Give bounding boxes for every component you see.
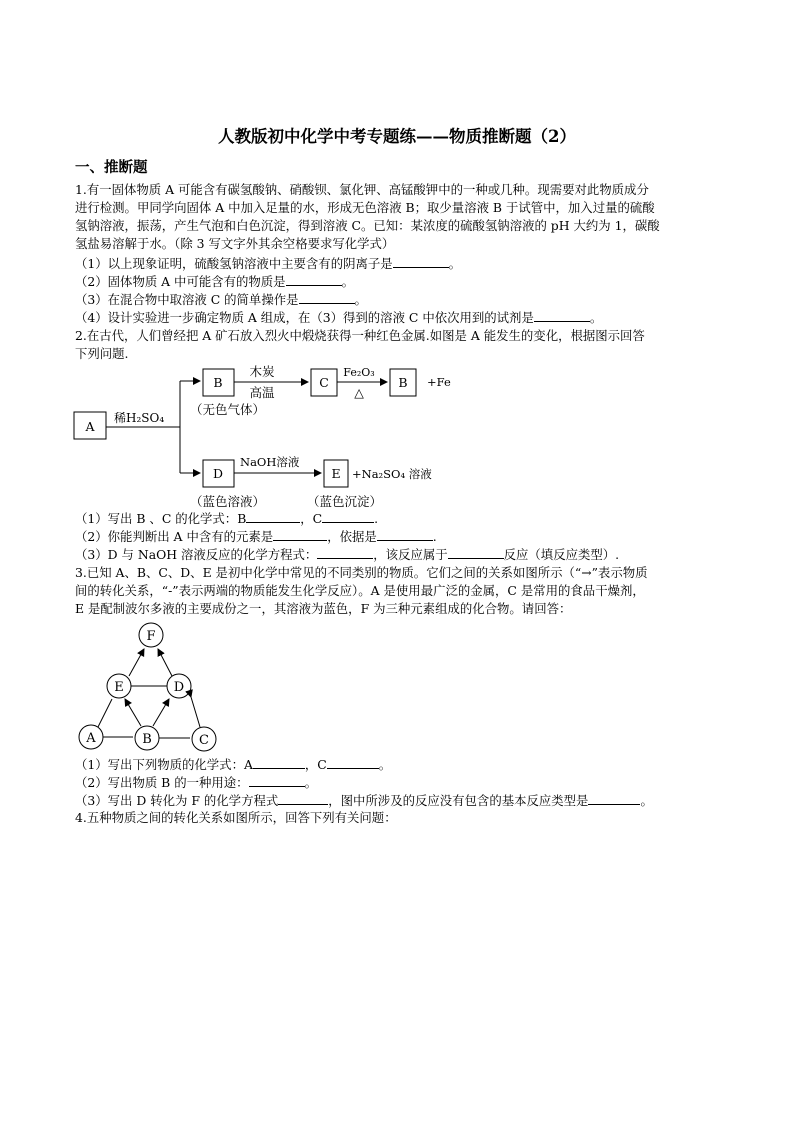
q1-line-3: 氢钠溶液，振荡，产生气泡和白色沉淀，得到溶液 C。已知：某浓度的硫酸氢钠溶液的 pH 大约为 1，碳酸 [75, 218, 660, 233]
answer-blank[interactable] [249, 774, 305, 787]
q2-part-3: （3）D 与 NaOH 溶液反应的化学方程式： ，该反应属于 反应（填反应类型）. [75, 547, 620, 562]
reagent-a-label: 稀H₂SO₄ [114, 411, 165, 425]
cond-bc-top: 木炭 [249, 364, 275, 379]
label-b: B [213, 375, 223, 390]
label-e: E [331, 466, 341, 481]
q1-part-2: （2）固体物质 A 中可能含有的物质是 。 [75, 274, 354, 289]
label-a: A [85, 419, 95, 434]
q1-part-4: （4）设计实验进一步确定物质 A 组成，在（3）得到的溶液 C 中依次用到的试剂是 。 [75, 310, 603, 325]
node-a-label: A [86, 731, 96, 746]
answer-blank[interactable] [327, 756, 379, 769]
q2-line-2: 下列问题. [75, 346, 129, 361]
link-a-e [98, 699, 112, 727]
link-d-c [191, 697, 200, 727]
q3-relation-diagram [0, 620, 300, 755]
q1-line-1: 1.有一固体物质 A 可能含有碳氢酸钠、硝酸钡、氯化钾、高锰酸钾中的一种或几种。现需要对此物质成分 [75, 182, 649, 197]
label-d: D [212, 466, 224, 481]
note-e: （蓝色沉淀） [307, 494, 383, 509]
cond-bc-bottom: 高温 [249, 385, 275, 400]
node-d-label: D [173, 680, 185, 695]
answer-blank[interactable] [317, 546, 373, 559]
arrow-d-to-f [158, 649, 172, 676]
q2-flow-diagram [0, 360, 794, 515]
arrow-e-to-f [129, 649, 144, 676]
product-na2so4: +Na₂SO₄ 溶液 [352, 467, 432, 481]
answer-blank[interactable] [273, 528, 327, 541]
cond-cb-top: Fe₂O₃ [343, 366, 375, 379]
q2-part-1: （1）写出 B 、C 的化学式：B ，C . [75, 511, 379, 526]
arrow-b-to-d [153, 699, 169, 726]
label-b2: B [398, 375, 408, 390]
product-fe: +Fe [427, 375, 451, 389]
answer-blank[interactable] [253, 756, 305, 769]
page-title: 人教版初中化学中考专题练——物质推断题（2） [218, 127, 576, 146]
node-b-label: B [142, 732, 152, 747]
note-d: （蓝色溶液） [190, 494, 266, 509]
node-e-label: E [114, 680, 124, 695]
q3-part-1: （1）写出下列物质的化学式：A ，C 。 [75, 757, 392, 772]
q1-part-3: （3）在混合物中取溶液 C 的简单操作是 。 [75, 292, 367, 307]
answer-blank[interactable] [286, 273, 342, 286]
q1-line-4: 氢盐易溶解于水。（除 3 写文字外其余空格要求写化学式） [75, 236, 395, 251]
node-c-label: C [199, 733, 209, 748]
q2-part-2: （2）你能判断出 A 中含有的元素是 ，依据是 . [75, 529, 437, 544]
q3-line-2: 间的转化关系，“-”表示两端的物质能发生化学反应）。A 是使用最广泛的金属，C 是常用的食品干燥剂， [75, 583, 645, 598]
answer-blank[interactable] [322, 510, 374, 523]
cond-cb-bottom: △ [354, 385, 364, 400]
answer-blank[interactable] [278, 792, 328, 805]
answer-blank[interactable] [534, 309, 590, 322]
section-heading: 一、推断题 [75, 159, 148, 176]
q3-line-1: 3.已知 A、B、C、D、E 是初中化学中常见的不同类别的物质。它们之间的关系如图所示（“→”表示物质 [75, 565, 648, 580]
answer-blank[interactable] [299, 291, 355, 304]
q4-line-1: 4.五种物质之间的转化关系如图所示，回答下列有关问题： [75, 810, 397, 825]
q2-line-1: 2.在古代，人们曾经把 A 矿石放入烈火中煅烧获得一种红色金属.如图是 A 能发生的变化，根据图示回答 [75, 328, 645, 343]
q1-line-2: 进行检测。甲同学向固体 A 中加入足量的水，形成无色溶液 B；取少量溶液 B 于试管中，加入过量的硫酸 [75, 200, 655, 215]
label-c: C [319, 375, 329, 390]
q3-part-2: （2）写出物质 B 的一种用途： 。 [75, 775, 317, 790]
answer-blank[interactable] [377, 528, 433, 541]
cond-de: NaOH溶液 [240, 455, 300, 469]
note-b: （无色气体） [190, 402, 266, 417]
answer-blank[interactable] [448, 546, 504, 559]
answer-blank[interactable] [588, 792, 640, 805]
answer-blank[interactable] [246, 510, 300, 523]
answer-blank[interactable] [393, 255, 449, 268]
arrow-b-to-e [125, 699, 141, 726]
q1-part-1: （1）以上现象证明，硫酸氢钠溶液中主要含有的阴离子是 。 [75, 256, 462, 271]
node-f-label: F [146, 629, 156, 644]
q3-line-3: E 是配制波尔多液的主要成份之一，其溶液为蓝色，F 为三种元素组成的化合物。请回答： [75, 601, 572, 616]
q3-part-3: （3）写出 D 转化为 F 的化学方程式 ，图中所涉及的反应没有包含的基本反应类型是 。 [75, 793, 653, 808]
